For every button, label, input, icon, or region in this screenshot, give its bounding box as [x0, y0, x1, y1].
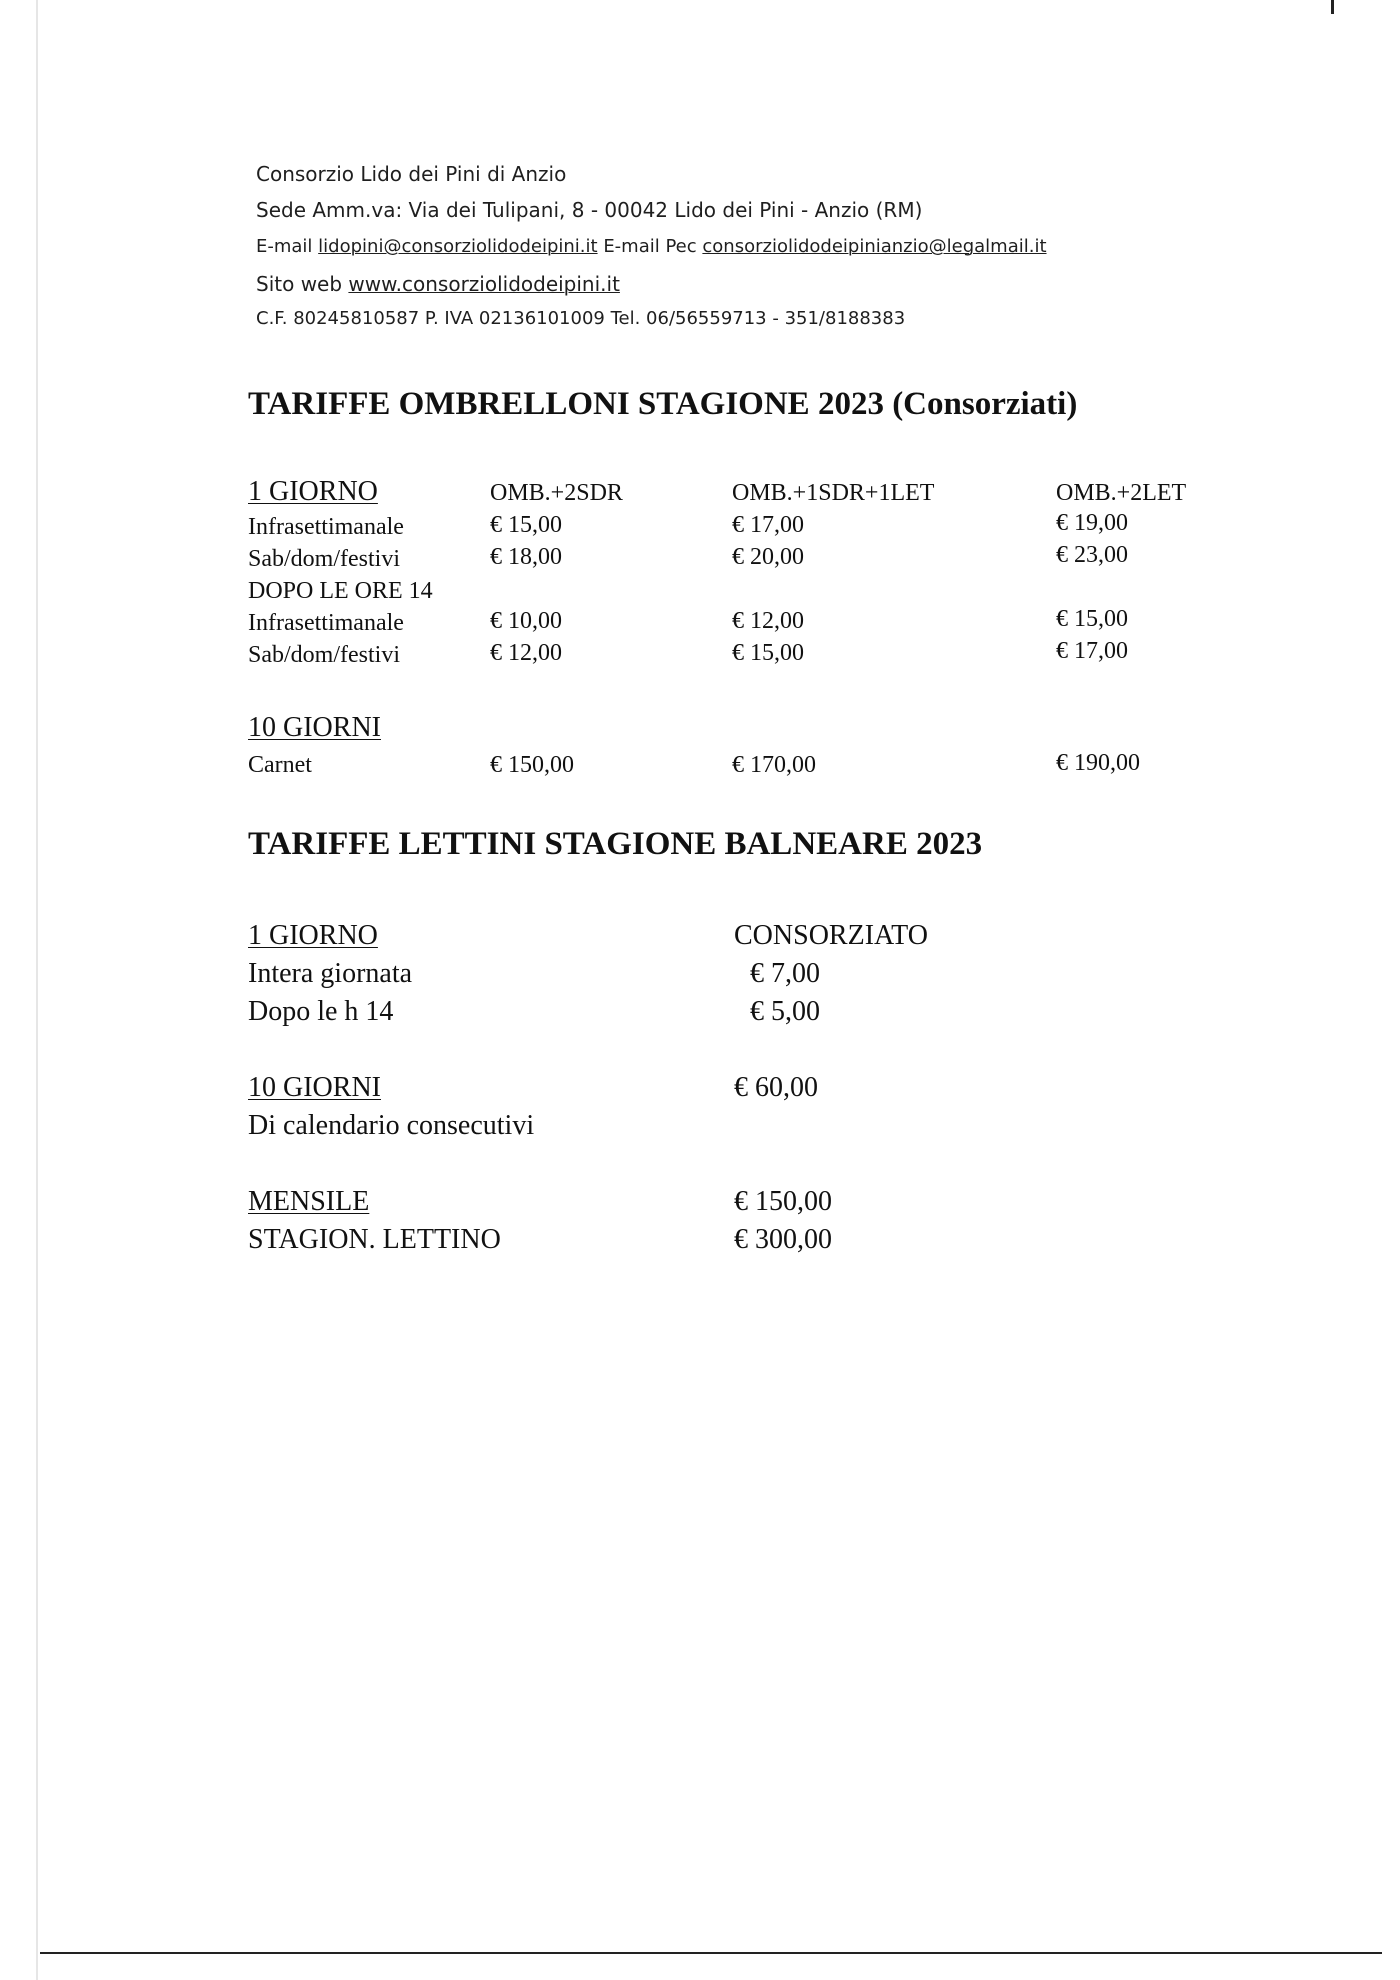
column-header: OMB.+2LET — [1056, 480, 1187, 506]
row-label: Infrasettimanale — [248, 610, 404, 636]
after-14-lounger-label: Dopo le h 14 — [248, 996, 394, 1027]
website-label: Sito web — [256, 272, 343, 296]
umbrellas-ten-days-label: 10 GIORNI — [248, 712, 381, 743]
column-header: OMB.+2SDR — [490, 480, 623, 506]
price-cell: € 12,00 — [732, 608, 804, 634]
column-header: OMB.+1SDR+1LET — [732, 480, 935, 506]
price-cell: € 190,00 — [1056, 750, 1140, 776]
bottom-edge-line — [40, 1952, 1382, 1954]
price-cell: € 150,00 — [734, 1186, 832, 1217]
page-left-shadow — [36, 0, 38, 1980]
ten-days-note: Di calendario consecutivi — [248, 1110, 535, 1141]
price-cell: € 12,00 — [490, 640, 562, 666]
website-line — [256, 272, 620, 296]
email-line — [256, 236, 1047, 257]
loungers-title: TARIFFE LETTINI STAGIONE BALNEARE 2023 — [248, 826, 983, 862]
price-cell: € 150,00 — [490, 752, 574, 778]
price-cell: € 300,00 — [734, 1224, 832, 1255]
email-link[interactable]: lidopini@consorziolidodeipini.it — [318, 236, 598, 257]
pec-link[interactable]: consorziolidodeipinianzio@legalmail.it — [702, 236, 1047, 257]
umbrellas-one-day-label: 1 GIORNO — [248, 476, 378, 507]
website-link[interactable]: www.consorziolidodeipini.it — [348, 272, 620, 296]
org-name: Consorzio Lido dei Pini di Anzio — [256, 162, 567, 186]
consorziato-header: CONSORZIATO — [734, 920, 928, 951]
price-cell: € 23,00 — [1056, 542, 1128, 568]
fiscal-info: C.F. 80245810587 P. IVA 02136101009 Tel. 06/56559713 - 351/8188383 — [256, 308, 906, 329]
price-cell: € 170,00 — [732, 752, 816, 778]
price-cell: € 19,00 — [1056, 510, 1128, 536]
price-cell: € 7,00 — [750, 958, 820, 989]
umbrellas-title: TARIFFE OMBRELLONI STAGIONE 2023 (Consorziati) — [248, 386, 1078, 422]
row-label: Infrasettimanale — [248, 514, 404, 540]
price-cell: € 20,00 — [732, 544, 804, 570]
price-cell: € 15,00 — [490, 512, 562, 538]
monthly-label: MENSILE — [248, 1186, 370, 1217]
price-cell: € 10,00 — [490, 608, 562, 634]
pec-label: E-mail Pec — [603, 236, 697, 257]
price-cell: € 17,00 — [1056, 638, 1128, 664]
price-cell: € 60,00 — [734, 1072, 818, 1103]
season-label: STAGION. LETTINO — [248, 1224, 501, 1255]
price-cell: € 18,00 — [490, 544, 562, 570]
price-cell: € 17,00 — [732, 512, 804, 538]
full-day-label: Intera giornata — [248, 958, 413, 989]
address: Sede Amm.va: Via dei Tulipani, 8 - 00042 Lido dei Pini - Anzio (RM) — [256, 198, 923, 222]
email-label: E-mail — [256, 236, 313, 257]
price-cell: € 15,00 — [1056, 606, 1128, 632]
carnet-label: Carnet — [248, 752, 312, 778]
loungers-ten-days-label: 10 GIORNI — [248, 1072, 381, 1103]
row-label: Sab/dom/festivi — [248, 642, 400, 668]
price-cell: € 15,00 — [732, 640, 804, 666]
loungers-one-day-label: 1 GIORNO — [248, 920, 378, 951]
price-cell: € 5,00 — [750, 996, 820, 1027]
row-label: Sab/dom/festivi — [248, 546, 400, 572]
after-14-label: DOPO LE ORE 14 — [248, 578, 433, 604]
scan-corner-mark — [1331, 0, 1334, 14]
